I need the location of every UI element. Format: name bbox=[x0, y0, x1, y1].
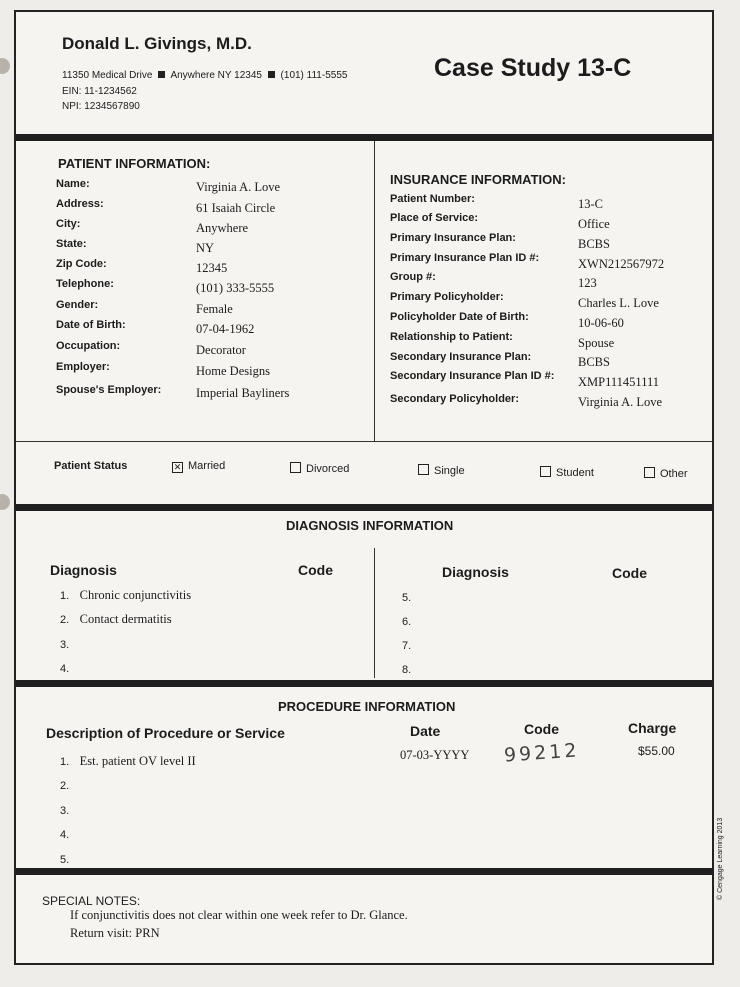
procedure-charge: $55.00 bbox=[638, 744, 675, 758]
binder-hole bbox=[0, 58, 10, 74]
column-divider bbox=[374, 141, 375, 441]
square-bullet-icon bbox=[268, 71, 275, 78]
insurance-value: Charles L. Love bbox=[578, 296, 659, 310]
copyright-notice: © Cengage Learning 2013 bbox=[717, 817, 724, 900]
diagnosis-row bbox=[402, 636, 411, 654]
status-option-other[interactable] bbox=[644, 467, 688, 480]
insurance-value: XWN212567972 bbox=[578, 257, 665, 271]
insurance-value: Office bbox=[578, 217, 610, 231]
insurance-value: Spouse bbox=[578, 336, 615, 350]
procedure-desc: Est. patient OV level II bbox=[79, 754, 196, 768]
insurance-value: 123 bbox=[578, 276, 597, 290]
diagnosis-row bbox=[402, 588, 411, 606]
special-note-line: Return visit: PRN bbox=[70, 926, 160, 940]
procedure-row bbox=[60, 850, 69, 868]
case-study-form bbox=[14, 10, 714, 965]
provider-street: 11350 Medical Drive bbox=[62, 70, 153, 81]
patient-label: Telephone: bbox=[56, 278, 114, 290]
procedure-charge-col-header: Charge bbox=[628, 720, 677, 736]
patient-label: Name: bbox=[56, 178, 90, 190]
section-divider bbox=[16, 680, 712, 687]
row-number: 1. bbox=[60, 590, 70, 602]
checkbox-icon[interactable] bbox=[540, 466, 551, 477]
diagnosis-text: Contact dermatitis bbox=[79, 612, 172, 626]
procedure-date-col-header: Date bbox=[410, 723, 441, 739]
diagnosis-col-header: Diagnosis bbox=[50, 562, 117, 578]
column-divider bbox=[374, 548, 375, 678]
patient-status-label: Patient Status bbox=[54, 460, 128, 472]
patient-label: Address: bbox=[56, 198, 104, 210]
special-notes-heading: SPECIAL NOTES: bbox=[42, 894, 141, 908]
status-option-divorced[interactable] bbox=[290, 462, 349, 475]
insurance-label: Secondary Policyholder: bbox=[390, 393, 519, 405]
provider-phone: (101) 111-5555 bbox=[280, 70, 348, 81]
insurance-label: Group #: bbox=[390, 271, 436, 283]
procedure-heading: PROCEDURE INFORMATION bbox=[278, 699, 456, 714]
procedure-row bbox=[60, 752, 196, 770]
patient-value: Decorator bbox=[196, 343, 246, 357]
procedure-code-handwritten: 99212 bbox=[503, 739, 581, 767]
patient-value: NY bbox=[196, 241, 215, 255]
provider-name: Donald L. Givings, M.D. bbox=[62, 34, 252, 53]
insurance-value: Virginia A. Love bbox=[578, 395, 663, 409]
procedure-desc-col-header: Description of Procedure or Service bbox=[46, 725, 285, 741]
status-option-label: Single bbox=[434, 465, 465, 477]
section-divider bbox=[16, 504, 712, 511]
special-note-line: If conjunctivitis does not clear within one week refer to Dr. Glance. bbox=[70, 908, 408, 922]
patient-label: State: bbox=[56, 238, 87, 250]
procedure-row bbox=[60, 776, 69, 794]
patient-label: Spouse's Employer: bbox=[56, 384, 162, 396]
row-number: 6. bbox=[402, 616, 412, 628]
patient-label: Employer: bbox=[56, 361, 110, 373]
insurance-value: 10-06-60 bbox=[578, 316, 624, 330]
patient-label: Gender: bbox=[56, 299, 99, 311]
binder-hole bbox=[0, 494, 10, 510]
row-number: 2. bbox=[60, 614, 70, 626]
procedure-row bbox=[60, 825, 69, 843]
insurance-value: BCBS bbox=[578, 355, 610, 369]
section-divider bbox=[16, 868, 712, 875]
patient-value: Anywhere bbox=[196, 221, 249, 235]
insurance-label: Primary Insurance Plan: bbox=[390, 232, 516, 244]
insurance-label: Primary Insurance Plan ID #: bbox=[390, 252, 540, 264]
status-divider bbox=[16, 441, 712, 442]
diagnosis-col-header: Diagnosis bbox=[442, 564, 509, 580]
row-number: 3. bbox=[60, 805, 70, 817]
procedure-date: 07-03-YYYY bbox=[400, 748, 470, 762]
patient-value: Female bbox=[196, 302, 233, 316]
row-number: 3. bbox=[60, 639, 70, 651]
square-bullet-icon bbox=[158, 71, 165, 78]
row-number: 5. bbox=[60, 854, 70, 866]
checkbox-icon[interactable] bbox=[644, 467, 655, 478]
diagnosis-row bbox=[60, 635, 69, 653]
status-option-label: Divorced bbox=[306, 463, 350, 475]
status-option-label: Married bbox=[188, 460, 226, 472]
patient-value: Home Designs bbox=[196, 364, 270, 378]
patient-label: Occupation: bbox=[56, 340, 121, 352]
checkbox-icon[interactable] bbox=[418, 464, 429, 475]
code-col-header: Code bbox=[612, 565, 647, 581]
diagnosis-row bbox=[60, 586, 191, 604]
section-divider bbox=[16, 134, 712, 141]
checkbox-icon[interactable] bbox=[290, 462, 301, 473]
insurance-label: Patient Number: bbox=[390, 193, 475, 205]
insurance-label: Primary Policyholder: bbox=[390, 291, 504, 303]
row-number: 1. bbox=[60, 756, 70, 768]
patient-label: Zip Code: bbox=[56, 258, 107, 270]
insurance-info-heading: INSURANCE INFORMATION: bbox=[390, 172, 566, 187]
insurance-value: XMP111451111 bbox=[578, 375, 660, 389]
status-option-single[interactable] bbox=[418, 464, 465, 477]
provider-npi: NPI: 1234567890 bbox=[62, 101, 140, 112]
row-number: 8. bbox=[402, 664, 412, 676]
row-number: 4. bbox=[60, 663, 70, 675]
patient-info-heading: PATIENT INFORMATION: bbox=[58, 156, 211, 171]
insurance-label: Secondary Insurance Plan ID #: bbox=[390, 370, 555, 382]
insurance-label: Relationship to Patient: bbox=[390, 331, 513, 343]
patient-value: Virginia A. Love bbox=[196, 180, 281, 194]
patient-value: (101) 333-5555 bbox=[196, 281, 275, 295]
checkbox-checked-icon[interactable]: ✕ bbox=[173, 462, 182, 472]
row-number: 5. bbox=[402, 592, 412, 604]
patient-label: City: bbox=[56, 218, 81, 230]
patient-value: 12345 bbox=[196, 261, 228, 275]
insurance-label: Secondary Insurance Plan: bbox=[390, 351, 532, 363]
status-option-student[interactable] bbox=[540, 466, 594, 479]
case-study-title: Case Study 13-C bbox=[434, 54, 632, 82]
diagnosis-row bbox=[402, 660, 411, 678]
provider-city: Anywhere NY 12345 bbox=[170, 70, 262, 81]
status-option-label: Student bbox=[556, 467, 594, 479]
status-option-label: Other bbox=[660, 468, 688, 480]
provider-ein: EIN: 11-1234562 bbox=[62, 86, 137, 97]
procedure-code-col-header: Code bbox=[524, 721, 559, 737]
insurance-value: 13-C bbox=[578, 197, 603, 211]
patient-value: 61 Isaiah Circle bbox=[196, 201, 276, 215]
diagnosis-heading: DIAGNOSIS INFORMATION bbox=[286, 518, 454, 533]
provider-address bbox=[62, 70, 347, 81]
insurance-label: Place of Service: bbox=[390, 212, 479, 224]
status-option-married[interactable] bbox=[172, 460, 225, 473]
insurance-value: BCBS bbox=[578, 237, 610, 251]
patient-value: 07-04-1962 bbox=[196, 322, 255, 336]
row-number: 2. bbox=[60, 780, 70, 792]
patient-label: Date of Birth: bbox=[56, 319, 126, 331]
diagnosis-text: Chronic conjunctivitis bbox=[79, 588, 192, 602]
procedure-row bbox=[60, 801, 69, 819]
patient-value: Imperial Bayliners bbox=[196, 386, 290, 400]
diagnosis-row bbox=[60, 659, 69, 677]
insurance-label: Policyholder Date of Birth: bbox=[390, 311, 529, 323]
code-col-header: Code bbox=[298, 562, 333, 578]
row-number: 4. bbox=[60, 829, 70, 841]
diagnosis-row bbox=[60, 610, 172, 628]
row-number: 7. bbox=[402, 640, 412, 652]
diagnosis-row bbox=[402, 612, 411, 630]
